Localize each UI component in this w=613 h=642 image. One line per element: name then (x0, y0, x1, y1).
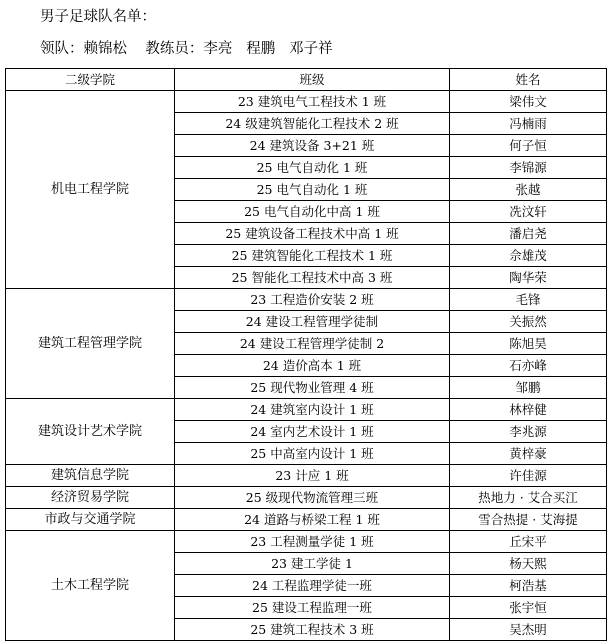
player-name-cell: 丘宋平 (450, 531, 607, 553)
class-cell: 25 电气自动化中高 1 班 (175, 201, 450, 223)
column-header-class: 班级 (175, 69, 450, 91)
class-cell: 25 建筑智能化工程技术 1 班 (175, 245, 450, 267)
roster-title: 男子足球队名单： (40, 9, 156, 25)
class-cell: 24 级建筑智能化工程技术 2 班 (175, 113, 450, 135)
player-name-cell: 张宇恒 (450, 597, 607, 619)
class-cell: 23 建工学徒 1 (175, 553, 450, 575)
player-name-cell: 冯楠雨 (450, 113, 607, 135)
table-row (6, 509, 607, 531)
class-cell: 25 建设工程监理一班 (175, 597, 450, 619)
table-row (6, 465, 607, 487)
class-cell: 24 造价高本 1 班 (175, 355, 450, 377)
table-row (6, 531, 607, 553)
class-cell: 23 计应 1 班 (175, 465, 450, 487)
player-name-cell: 杨天熙 (450, 553, 607, 575)
player-name-cell: 关振然 (450, 311, 607, 333)
class-cell: 25 级现代物流管理三班 (175, 487, 450, 509)
player-name-cell: 石亦峰 (450, 355, 607, 377)
class-cell: 23 建筑电气工程技术 1 班 (175, 91, 450, 113)
player-name-cell: 张越 (450, 179, 607, 201)
class-cell: 23 工程测量学徒 1 班 (175, 531, 450, 553)
player-name-cell: 李兆源 (450, 421, 607, 443)
class-cell: 25 现代物业管理 4 班 (175, 377, 450, 399)
college-cell: 土木工程学院 (6, 531, 175, 641)
class-cell: 25 建筑工程技术 3 班 (175, 619, 450, 641)
college-cell: 建筑设计艺术学院 (6, 399, 175, 465)
player-name-cell: 吴杰明 (450, 619, 607, 641)
table-body (6, 91, 607, 641)
player-name-cell: 邹鹏 (450, 377, 607, 399)
player-name-cell: 佘雄茂 (450, 245, 607, 267)
class-cell: 25 电气自动化 1 班 (175, 179, 450, 201)
player-name-cell: 陶华荣 (450, 267, 607, 289)
player-name-cell: 林梓健 (450, 399, 607, 421)
college-cell: 经济贸易学院 (6, 487, 175, 509)
player-name-cell: 黄梓豪 (450, 443, 607, 465)
college-cell: 建筑工程管理学院 (6, 289, 175, 399)
table-row (6, 289, 607, 311)
table-row (6, 91, 607, 113)
college-cell: 机电工程学院 (6, 91, 175, 289)
table-row (6, 399, 607, 421)
class-cell: 24 建设工程管理学徒制 (175, 311, 450, 333)
player-name-cell: 柯浩基 (450, 575, 607, 597)
class-cell: 25 智能化工程技术中高 3 班 (175, 267, 450, 289)
class-cell: 24 建筑室内设计 1 班 (175, 399, 450, 421)
roster-table (5, 68, 607, 641)
player-name-cell: 陈旭昊 (450, 333, 607, 355)
column-header-college: 二级学院 (6, 69, 175, 91)
table-header-row (6, 69, 607, 91)
player-name-cell: 热地力 · 艾合买江 (450, 487, 607, 509)
table-row (6, 487, 607, 509)
class-cell: 25 建筑设备工程技术中高 1 班 (175, 223, 450, 245)
class-cell: 25 中高室内设计 1 班 (175, 443, 450, 465)
class-cell: 24 建筑设备 3+21 班 (175, 135, 450, 157)
player-name-cell: 许佳源 (450, 465, 607, 487)
staff-line: 领队：赖锦松 教练员：李亮 程鹏 邓子祥 (40, 41, 333, 57)
class-cell: 25 电气自动化 1 班 (175, 157, 450, 179)
class-cell: 24 道路与桥梁工程 1 班 (175, 509, 450, 531)
college-cell: 市政与交通学院 (6, 509, 175, 531)
column-header-name: 姓名 (450, 69, 607, 91)
player-name-cell: 冼汶轩 (450, 201, 607, 223)
class-cell: 24 建设工程管理学徒制 2 (175, 333, 450, 355)
player-name-cell: 何子恒 (450, 135, 607, 157)
player-name-cell: 梁伟文 (450, 91, 607, 113)
player-name-cell: 毛锋 (450, 289, 607, 311)
class-cell: 24 室内艺术设计 1 班 (175, 421, 450, 443)
class-cell: 24 工程监理学徒一班 (175, 575, 450, 597)
player-name-cell: 雪合热提 · 艾海提 (450, 509, 607, 531)
college-cell: 建筑信息学院 (6, 465, 175, 487)
player-name-cell: 李锦源 (450, 157, 607, 179)
player-name-cell: 潘启尧 (450, 223, 607, 245)
class-cell: 23 工程造价安装 2 班 (175, 289, 450, 311)
